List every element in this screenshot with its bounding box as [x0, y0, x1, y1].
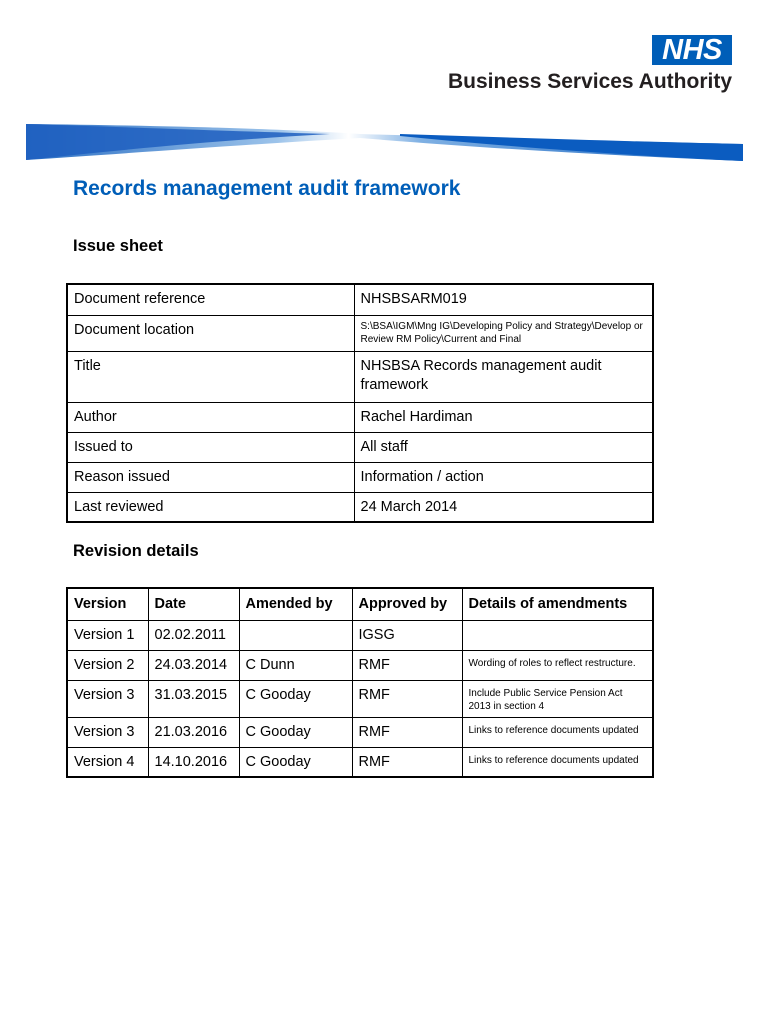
issue-value: NHSBSARM019	[354, 284, 653, 315]
column-header: Date	[148, 588, 239, 620]
table-row	[67, 402, 653, 432]
table-row	[67, 620, 653, 650]
issue-value: Rachel Hardiman	[354, 402, 653, 432]
amended-by-cell	[239, 620, 352, 650]
table-row	[67, 680, 653, 717]
issue-label: Issued to	[67, 432, 354, 462]
column-header: Version	[67, 588, 148, 620]
amended-by-cell: C Gooday	[239, 680, 352, 717]
version-cell: Version 1	[67, 620, 148, 650]
date-cell: 24.03.2014	[148, 650, 239, 680]
issue-label: Document reference	[67, 284, 354, 315]
amended-by-cell: C Gooday	[239, 717, 352, 747]
version-cell: Version 3	[67, 680, 148, 717]
approved-by-cell: RMF	[352, 747, 462, 777]
details-cell	[462, 620, 653, 650]
issue-label: Author	[67, 402, 354, 432]
details-cell: Links to reference documents updated	[462, 747, 653, 777]
column-header: Amended by	[239, 588, 352, 620]
version-cell: Version 3	[67, 717, 148, 747]
revision-details-heading: Revision details	[73, 542, 199, 560]
header-swoosh	[0, 118, 768, 168]
issue-value: 24 March 2014	[354, 492, 653, 522]
details-cell: Wording of roles to reflect restructure.	[462, 650, 653, 680]
table-row	[67, 747, 653, 777]
issue-value: Information / action	[354, 462, 653, 492]
date-cell: 21.03.2016	[148, 717, 239, 747]
details-cell: Include Public Service Pension Act 2013 in section 4	[462, 680, 653, 717]
revision-details-table	[66, 587, 654, 778]
table-row	[67, 315, 653, 351]
issue-label: Document location	[67, 315, 354, 351]
issue-value: NHSBSA Records management audit framework	[354, 351, 653, 402]
approved-by-cell: IGSG	[352, 620, 462, 650]
issue-label: Last reviewed	[67, 492, 354, 522]
table-row	[67, 462, 653, 492]
date-cell: 31.03.2015	[148, 680, 239, 717]
amended-by-cell: C Gooday	[239, 747, 352, 777]
table-row	[67, 284, 653, 315]
table-row	[67, 351, 653, 402]
issue-value: All staff	[354, 432, 653, 462]
amended-by-cell: C Dunn	[239, 650, 352, 680]
nhs-logo: NHS	[652, 35, 732, 65]
table-header-row	[67, 588, 653, 620]
version-cell: Version 2	[67, 650, 148, 680]
details-cell: Links to reference documents updated	[462, 717, 653, 747]
issue-label: Reason issued	[67, 462, 354, 492]
approved-by-cell: RMF	[352, 680, 462, 717]
version-cell: Version 4	[67, 747, 148, 777]
issue-sheet-heading: Issue sheet	[73, 237, 163, 255]
issue-label: Title	[67, 351, 354, 402]
approved-by-cell: RMF	[352, 650, 462, 680]
date-cell: 02.02.2011	[148, 620, 239, 650]
column-header: Approved by	[352, 588, 462, 620]
issue-value: S:\BSA\IGM\Mng IG\Developing Policy and Strategy\Develop or Review RM Policy\Current and Final	[354, 315, 653, 351]
table-row	[67, 492, 653, 522]
column-header: Details of amendments	[462, 588, 653, 620]
table-row	[67, 650, 653, 680]
document-title: Records management audit framework	[73, 177, 461, 200]
table-row	[67, 717, 653, 747]
issue-sheet-table	[66, 283, 654, 523]
approved-by-cell: RMF	[352, 717, 462, 747]
organisation-name: Business Services Authority	[448, 70, 732, 93]
date-cell: 14.10.2016	[148, 747, 239, 777]
table-row	[67, 432, 653, 462]
